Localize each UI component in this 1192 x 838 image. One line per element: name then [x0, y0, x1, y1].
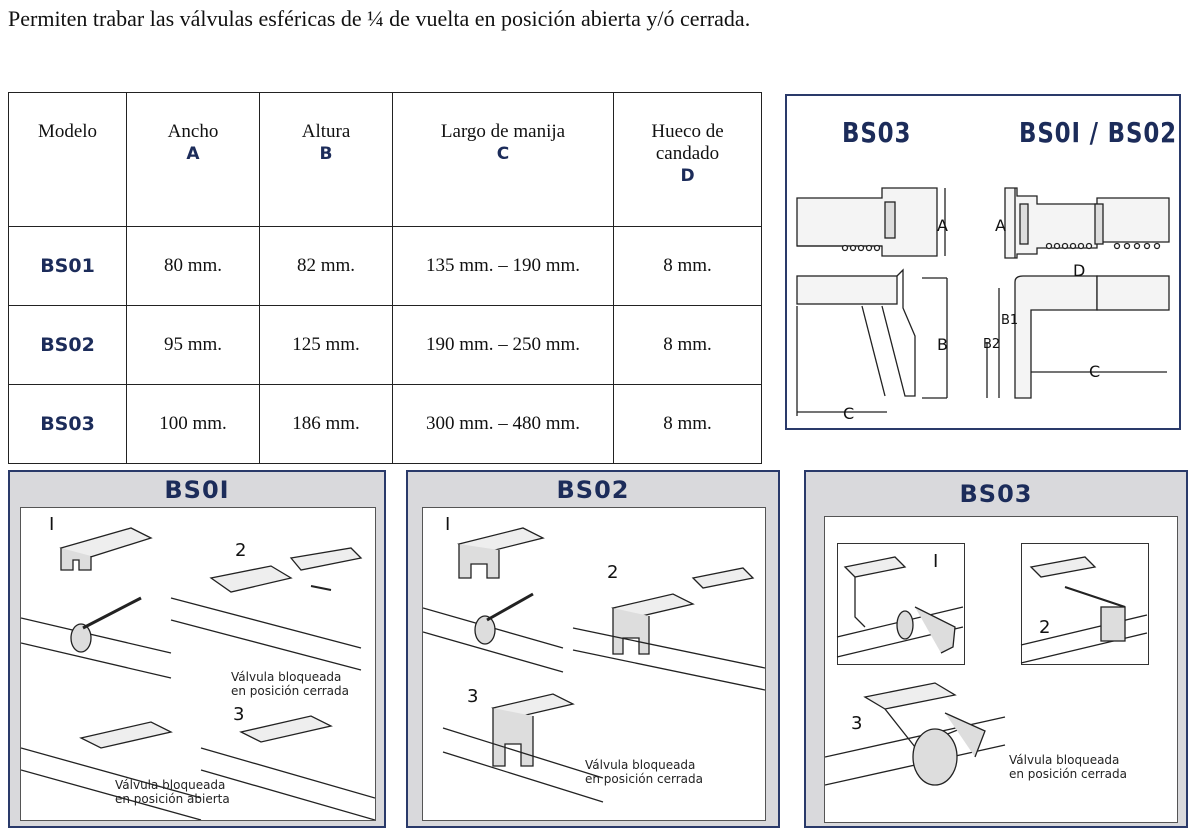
ancho-cell: 100 mm. — [127, 385, 260, 464]
hueco-cell: 8 mm. — [614, 306, 762, 385]
altura-cell: 82 mm. — [260, 227, 393, 306]
model-cell: BS02 — [9, 306, 127, 385]
panel-bs01 — [8, 470, 386, 828]
header-ancho: Ancho A — [127, 93, 260, 227]
bs01-illustration — [21, 508, 375, 820]
step-3: 3 — [233, 704, 245, 725]
panel-title: BS02 — [556, 476, 630, 504]
panel-bs03 — [804, 470, 1188, 828]
header-letter-c: C — [496, 144, 510, 164]
step-3: 3 — [467, 686, 479, 707]
dimension-diagram — [785, 94, 1181, 430]
header-altura: Altura B — [260, 93, 393, 227]
caption-closed: Válvula bloqueada en posición cerrada — [585, 758, 704, 786]
label-b1: B1 — [1001, 313, 1019, 328]
panel-bs02 — [406, 470, 780, 828]
step-1: I — [445, 514, 451, 535]
largo-cell: 190 mm. – 250 mm. — [393, 306, 614, 385]
header-letter-a: A — [186, 144, 200, 164]
panel-title: BS0I — [164, 476, 230, 504]
table-row — [9, 227, 762, 306]
hueco-cell: 8 mm. — [614, 227, 762, 306]
hueco-cell: 8 mm. — [614, 385, 762, 464]
label-b-bs03: B — [937, 335, 948, 354]
altura-cell: 186 mm. — [260, 385, 393, 464]
label-a-bs03: A — [937, 216, 948, 235]
panel-illustration — [20, 507, 376, 821]
diagram-title-bs01-bs02: BS0I / BS02 — [1019, 116, 1177, 149]
altura-cell: 125 mm. — [260, 306, 393, 385]
intro-text: Permiten trabar las válvulas esféricas de ¼ de vuelta en posición abierta y/ó cerrada. — [8, 6, 751, 31]
step-1: I — [49, 514, 55, 535]
label-c-bs01: C — [1089, 362, 1101, 381]
step-2: 2 — [235, 540, 247, 561]
label-a-bs01: A — [995, 216, 1006, 235]
panel-illustration — [824, 516, 1178, 823]
header-hueco: Hueco de candado D — [614, 93, 762, 227]
largo-cell: 300 mm. – 480 mm. — [393, 385, 614, 464]
model-cell: BS01 — [9, 227, 127, 306]
header-letter-b: B — [319, 144, 333, 164]
table-row — [9, 306, 762, 385]
diagram-title-bs03: BS03 — [842, 116, 912, 149]
table-header-row — [9, 93, 762, 227]
panel-illustration — [422, 507, 766, 821]
model-cell: BS03 — [9, 385, 127, 464]
label-d: D — [1073, 261, 1086, 280]
step-2: 2 — [607, 562, 619, 583]
caption-closed: Válvula bloqueada en posición cerrada — [1009, 753, 1128, 781]
table-row — [9, 385, 762, 464]
caption-open: Válvula bloqueada en posición abierta — [115, 778, 230, 806]
panel-title: BS03 — [959, 480, 1033, 508]
header-modelo: Modelo — [9, 93, 127, 227]
largo-cell: 135 mm. – 190 mm. — [393, 227, 614, 306]
caption-closed: Válvula bloqueada en posición cerrada — [231, 670, 350, 698]
step-1: I — [933, 551, 939, 572]
header-largo: Largo de manija C — [393, 93, 614, 227]
step-2: 2 — [1039, 617, 1051, 638]
step-3: 3 — [851, 713, 863, 734]
label-c-bs03: C — [843, 404, 855, 423]
header-letter-d: D — [680, 166, 695, 186]
specs-table — [8, 92, 762, 464]
ancho-cell: 95 mm. — [127, 306, 260, 385]
label-b2: B2 — [983, 337, 1001, 352]
ancho-cell: 80 mm. — [127, 227, 260, 306]
